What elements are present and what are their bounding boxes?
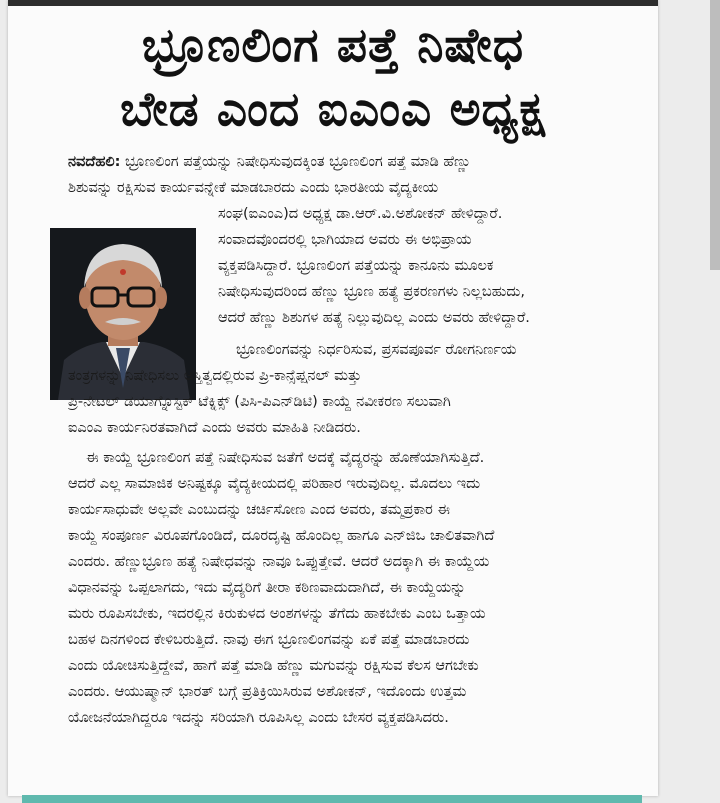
article-line-13: ಆದರೆ ಎಲ್ಲ ಸಾಮಾಜಿಕ ಅನಿಷ್ಟಕ್ಕೂ ವೈದ್ಯಕೀಯದಲ್ಲಿ ಪರಿಹಾರ ಇರುವುದಿಲ್ಲ. ಮೊದಲು ಇದು — [68, 476, 481, 492]
article-line-18: ಮರು ರೂಪಿಸಬೇಕು, ಇದರಲ್ಲಿನ ಕಿರುಕುಳದ ಅಂಶಗಳನ್ನು ತೆಗೆದು ಹಾಕಬೇಕು ಎಂಬ ಒತ್ತಾಯ — [68, 606, 486, 622]
article-line-15: ಕಾಯ್ದೆ ಸಂಪೂರ್ಣ ವಿರೂಪಗೊಂಡಿದೆ, ದೂರದೃಷ್ಟಿ ಹೊಂದಿಲ್ಲ ಹಾಗೂ ಎನ್‌ಜಿಒ ಚಾಲಿತವಾಗಿದೆ — [68, 528, 495, 544]
article-line-6: ನಿಷೇಧಿಸುವುದರಿಂದ ಹೆಣ್ಣು ಭ್ರೂಣ ಹತ್ಯೆ ಪ್ರಕರಣಗಳು ನಿಲ್ಲಬಹುದು, — [218, 284, 525, 300]
accent-bar — [22, 795, 642, 803]
article-line-1-text: ಭ್ರೂಣಲಿಂಗ ಪತ್ತೆಯನ್ನು ನಿಷೇಧಿಸುವುದಕ್ಕಿಂತ ಭ್ರೂಣಲಿಂಗ ಪತ್ತೆ ಮಾಡಿ ಹೆಣ್ಣು — [120, 154, 471, 170]
article-line-2: ಶಿಶುವನ್ನು ರಕ್ಷಿಸುವ ಕಾರ್ಯವನ್ನೇಕೆ ಮಾಡಬಾರದು ಎಂದು ಭಾರತೀಯ ವೈದ್ಯಕೀಯ — [68, 180, 439, 196]
article-line-16: ಎಂದರು. ಹೆಣ್ಣುಭ್ರೂಣ ಹತ್ಯೆ ನಿಷೇಧವನ್ನು ನಾವೂ ಒಪ್ಪುತ್ತೇವೆ. ಆದರೆ ಅದಕ್ಕಾಗಿ ಈ ಕಾಯ್ದೆಯ — [68, 554, 490, 570]
article-line-9: ತಂತ್ರಗಳನ್ನು ನಿಷೇಧಿಸಲು ಅಸ್ತಿತ್ವದಲ್ಲಿರುವ ಪ್ರಿ-ಕಾನ್ಸೆಪ್ಷನಲ್ ಮತ್ತು — [68, 368, 362, 384]
top-rule — [8, 0, 658, 6]
article-line-12: ಈ ಕಾಯ್ದೆ ಭ್ರೂಣಲಿಂಗ ಪತ್ತೆ ನಿಷೇಧಿಸುವ ಜತೆಗೆ ಅದಕ್ಕೆ ವೈದ್ಯರನ್ನು ಹೊಣೆಯಾಗಿಸುತ್ತಿದೆ. — [86, 450, 485, 466]
newspaper-clipping — [8, 0, 658, 796]
dateline: ನವದೆಹಲಿ: — [68, 154, 121, 170]
article-line-20: ಎಂದು ಯೋಚಿಸುತ್ತಿದ್ದೇವೆ, ಹಾಗೆ ಪತ್ತೆ ಮಾಡಿ ಹೆಣ್ಣು ಮಗುವನ್ನು ರಕ್ಷಿಸುವ ಕೆಲಸ ಆಗಬೇಕು — [68, 658, 479, 674]
article-line-19: ಬಹಳ ದಿನಗಳಿಂದ ಕೇಳಿಬರುತ್ತಿದೆ. ನಾವು ಈಗ ಭ್ರೂಣಲಿಂಗವನ್ನು ಏಕೆ ಪತ್ತೆ ಮಾಡಬಾರದು — [68, 632, 470, 648]
background-strip — [710, 0, 720, 270]
article-line-7: ಆದರೆ ಹೆಣ್ಣು ಶಿಶುಗಳ ಹತ್ಯೆ ನಿಲ್ಲುವುದಿಲ್ಲ ಎಂದು ಅವರು ಹೇಳಿದ್ದಾರೆ. — [218, 310, 530, 326]
headline — [8, 14, 658, 142]
headline-line-1: ಭ್ರೂಣಲಿಂಗ ಪತ್ತೆ ನಿಷೇಧ — [141, 18, 525, 73]
article-line-22: ಯೋಜನೆಯಾಗಿದ್ದರೂ ಇದನ್ನು ಸರಿಯಾಗಿ ರೂಪಿಸಿಲ್ಲ ಎಂದು ಬೇಸರ ವ್ಯಕ್ತಪಡಿಸಿದರು. — [68, 710, 449, 726]
article-line-1 — [68, 152, 643, 172]
article-line-17: ವಿಧಾನವನ್ನು ಒಪ್ಪಲಾಗದು, ಇದು ವೈದ್ಯರಿಗೆ ತೀರಾ ಕಠಿಣವಾದುದಾಗಿದೆ, ಈ ಕಾಯ್ದೆಯನ್ನು — [68, 580, 466, 596]
headline-line-2: ಬೇಡ ಎಂದ ಐಎಂಎ ಅಧ್ಯಕ್ಷ — [120, 82, 546, 137]
article-line-8: ಭ್ರೂಣಲಿಂಗವನ್ನು ನಿರ್ಧರಿಸುವ, ಪ್ರಸವಪೂರ್ವ ರೋಗನಿರ್ಣಯ — [236, 342, 517, 358]
article-line-21: ಎಂದರು. ಆಯುಷ್ಮಾನ್ ಭಾರತ್ ಬಗ್ಗೆ ಪ್ರತಿಕ್ರಿಯಿಸಿರುವ ಅಶೋಕನ್, ಇದೊಂದು ಉತ್ತಮ — [68, 684, 467, 700]
article-line-14: ಕಾರ್ಯಸಾಧುವೇ ಅಲ್ಲವೇ ಎಂಬುದನ್ನು ಚರ್ಚಿಸೋಣ ಎಂದ ಅವರು, ತಮ್ಮಪ್ರಕಾರ ಈ — [68, 502, 450, 518]
article-line-11: ಐಎಂಎ ಕಾರ್ಯನಿರತವಾಗಿದೆ ಎಂದು ಅವರು ಮಾಹಿತಿ ನೀಡಿದರು. — [68, 420, 361, 436]
article-line-3: ಸಂಘ(ಐಎಂಎ)ದ ಅಧ್ಯಕ್ಷ ಡಾ.ಆರ್.ವಿ.ಅಶೋಕನ್ ಹೇಳಿದ್ದಾರೆ. — [218, 206, 503, 222]
article-line-4: ಸಂವಾದವೊಂದರಲ್ಲಿ ಭಾಗಿಯಾದ ಅವರು ಈ ಅಭಿಪ್ರಾಯ — [218, 232, 472, 248]
article-line-10: ಪ್ರಿ-ನೇಟಲ್ ಡಯಾಗ್ನೊಸ್ಟಿಕ್ ಟೆಕ್ನಿಕ್ಸ್ (ಪಿಸಿ-ಪಿಎನ್‌ಡಿಟಿ) ಕಾಯ್ದೆ ನವೀಕರಣ ಸಲುವಾಗಿ — [68, 394, 451, 410]
article-line-5: ವ್ಯಕ್ತಪಡಿಸಿದ್ದಾರೆ. ಭ್ರೂಣಲಿಂಗ ಪತ್ತೆಯನ್ನು ಕಾನೂನು ಮೂಲಕ — [218, 258, 494, 274]
